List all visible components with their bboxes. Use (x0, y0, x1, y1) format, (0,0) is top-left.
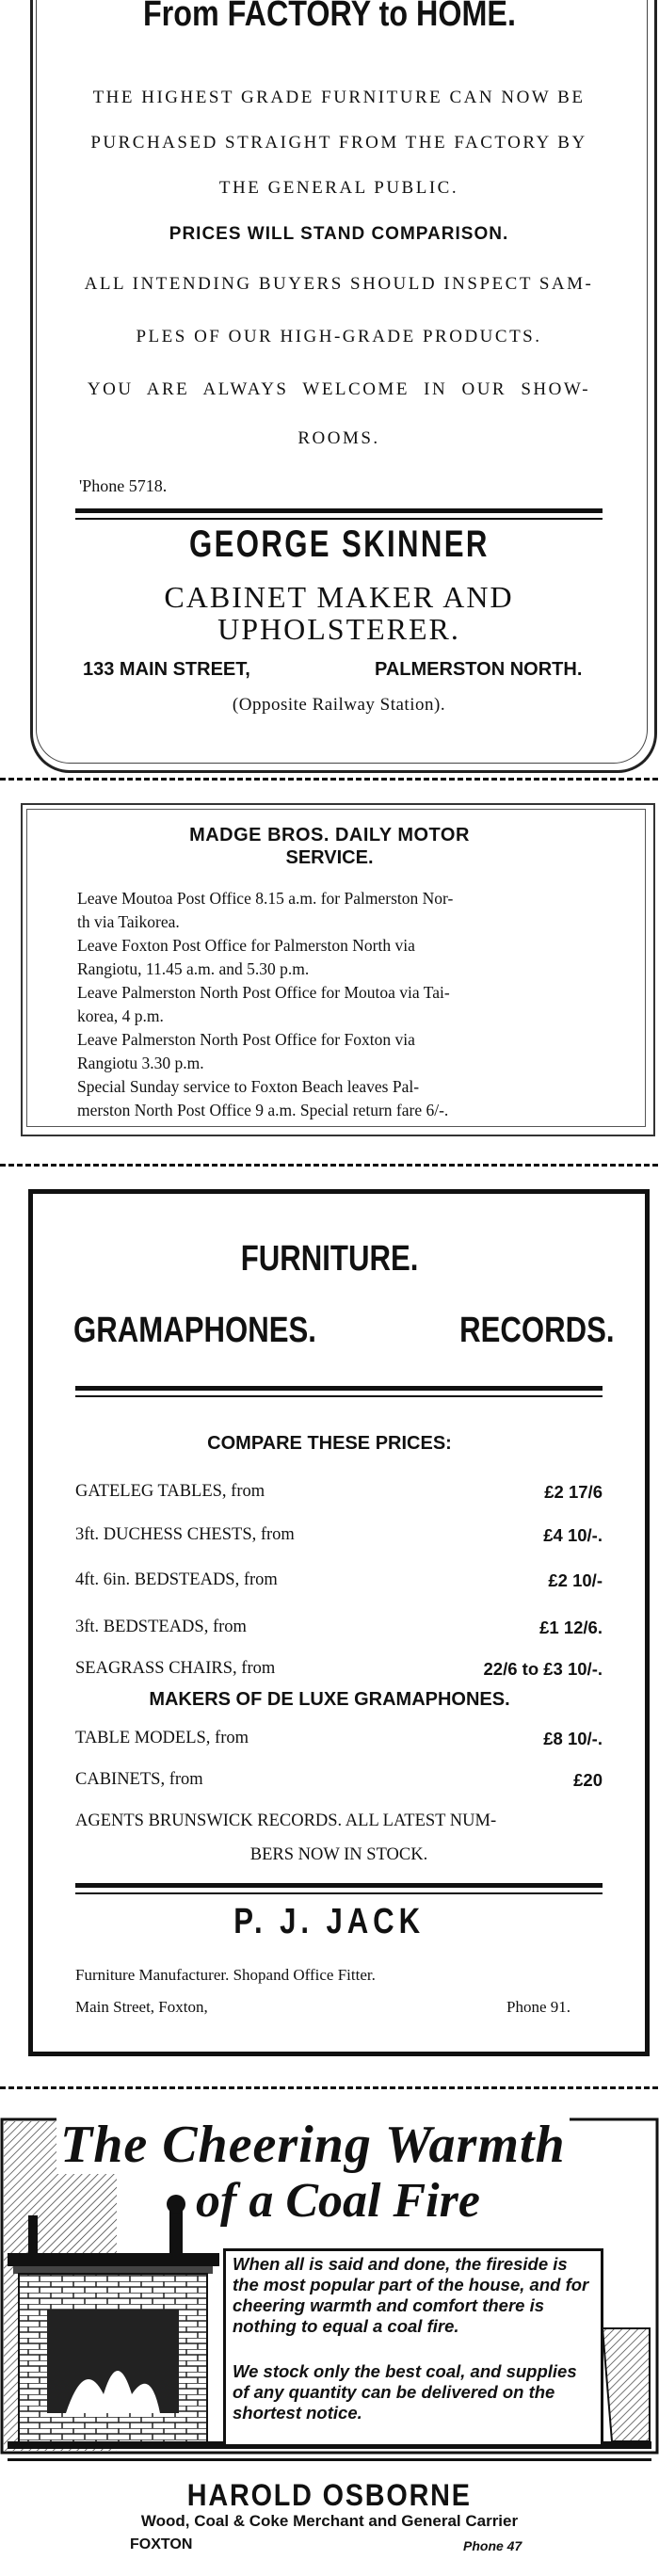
ad3-rule (75, 1395, 603, 1397)
price-row (75, 1570, 603, 1591)
ad2-schedule-line: Leave Palmerston North Post Office for Moutoa via Tai- (77, 983, 450, 1002)
ad1-line: THE GENERAL PUBLIC. (218, 178, 459, 198)
ad1-name: GEORGE SKINNER (188, 523, 490, 565)
ad2-schedule-line: Special Sunday service to Foxton Beach leaves Pal- (77, 1077, 420, 1096)
ad2-title: SERVICE. (285, 847, 374, 868)
price-value: £1 12/6. (539, 1618, 603, 1637)
column-separator (0, 1164, 659, 1167)
ad1-note: (Opposite Railway Station). (232, 695, 446, 715)
price-label: SEAGRASS CHAIRS, from (75, 1659, 276, 1678)
ad2-schedule-line: th via Taikorea. (77, 912, 180, 931)
ad1-line: THE HIGHEST GRADE FURNITURE CAN NOW BE (92, 88, 586, 107)
ad4-name: HAROLD OSBORNE (186, 2478, 473, 2512)
ad1-rule (75, 518, 603, 520)
ad3-compare: COMPARE THESE PRICES: (207, 1433, 452, 1454)
ad2-schedule-line: Rangiotu 3.30 p.m. (77, 1054, 204, 1072)
price-row (75, 1729, 603, 1749)
ad1-line: ALL INTENDING BUYERS SHOULD INSPECT SAM- (84, 274, 594, 294)
ad1-line: YOU ARE ALWAYS WELCOME IN OUR SHOW- (87, 379, 591, 399)
price-row (75, 1618, 603, 1638)
ad1-trade: CABINET MAKER AND (164, 580, 514, 614)
ad1-town: PALMERSTON NORTH. (375, 659, 583, 680)
ad1-line: ROOMS. (297, 428, 380, 448)
price-value: £8 10/-. (543, 1729, 603, 1748)
ad4-title-line2: of a Coal Fire (192, 2173, 644, 2231)
ad2-schedule-line: korea, 4 p.m. (77, 1006, 164, 1025)
ad1-line: PLES OF OUR HIGH-GRADE PRODUCTS. (136, 327, 542, 346)
ad3-address: Main Street, Foxton, (75, 1998, 208, 2016)
price-label: 3ft. DUCHESS CHESTS, from (75, 1525, 295, 1544)
column-separator (0, 2086, 659, 2089)
price-row (75, 1770, 603, 1791)
ad2-schedule (77, 887, 604, 1122)
ad1-trade: UPHOLSTERER. (217, 612, 460, 646)
price-value: £2 10/- (548, 1570, 603, 1590)
price-label: 4ft. 6in. BEDSTEADS, from (75, 1570, 278, 1589)
ad3-subheading-right: RECORDS. (459, 1311, 615, 1350)
ad4-copy: When all is said and done, the fireside is the most popular part of the house, and for cheering warmth and comfort there is nothing to equal a coal fire. (233, 2254, 589, 2336)
ad3-subheading-left: GRAMAPHONES. (73, 1311, 316, 1350)
ad3-heading: FURNITURE. (240, 1239, 419, 1279)
price-value: 22/6 to £3 10/-. (483, 1659, 603, 1679)
ad2-schedule-line: Leave Palmerston North Post Office for Foxton via (77, 1030, 415, 1049)
price-row (75, 1482, 603, 1503)
ad3-rule (75, 1386, 603, 1391)
ad1-rule (75, 508, 603, 513)
price-label: GATELEG TABLES, from (75, 1482, 265, 1501)
ad3-name: P. J. JACK (233, 1902, 426, 1941)
ad1-headline: From FACTORY to HOME. (143, 0, 516, 34)
ad1-prices-line: PRICES WILL STAND COMPARISON. (169, 224, 509, 244)
ad1-address: 133 MAIN STREET, (83, 659, 250, 680)
ad3-phone: Phone 91. (506, 1998, 571, 2016)
price-row (75, 1525, 603, 1546)
price-label: CABINETS, from (75, 1770, 203, 1789)
ad3-agents: BERS NOW IN STOCK. (249, 1845, 428, 1864)
ad1-line: PURCHASED STRAIGHT FROM THE FACTORY BY (90, 133, 587, 153)
ad3-agents: AGENTS BRUNSWICK RECORDS. ALL LATEST NUM- (75, 1811, 497, 1830)
ad2-schedule-line: Rangiotu, 11.45 a.m. and 5.30 p.m. (77, 959, 310, 978)
ad3-makers: MAKERS OF DE LUXE GRAMAPHONES. (149, 1689, 510, 1710)
price-value: £4 10/-. (543, 1525, 603, 1545)
ad2-schedule-line: Leave Moutoa Post Office 8.15 a.m. for Palmerston Nor- (77, 889, 454, 908)
price-value: £20 (573, 1770, 603, 1790)
ad4-copy: We stock only the best coal, and supplies of any quantity can be delivered on the shortest notice. (233, 2361, 577, 2423)
ad4-title-line1: The Cheering Warmth (56, 2115, 657, 2177)
price-label: TABLE MODELS, from (75, 1729, 249, 1747)
ad4-phone: Phone 47 (463, 2538, 522, 2553)
price-value: £2 17/6 (544, 1482, 603, 1502)
ad2-schedule-line: merston North Post Office 9 a.m. Special return fare 6/-. (77, 1101, 449, 1119)
ad4-town: FOXTON (130, 2536, 193, 2552)
ad3-desc: Furniture Manufacturer. Shopand Office Fitter. (75, 1966, 376, 1984)
column-separator (0, 778, 659, 781)
ad2-schedule-line: Leave Foxton Post Office for Palmerston North via (77, 936, 415, 955)
ad1-phone: 'Phone 5718. (79, 476, 168, 495)
price-label: 3ft. BEDSTEADS, from (75, 1618, 247, 1636)
ad4-trade: Wood, Coal & Coke Merchant and General Carrier (140, 2512, 519, 2530)
price-row (75, 1659, 603, 1680)
ad3-rule (75, 1883, 603, 1888)
ad3-rule (75, 1892, 603, 1894)
ad2-title: MADGE BROS. DAILY MOTOR (189, 825, 470, 845)
